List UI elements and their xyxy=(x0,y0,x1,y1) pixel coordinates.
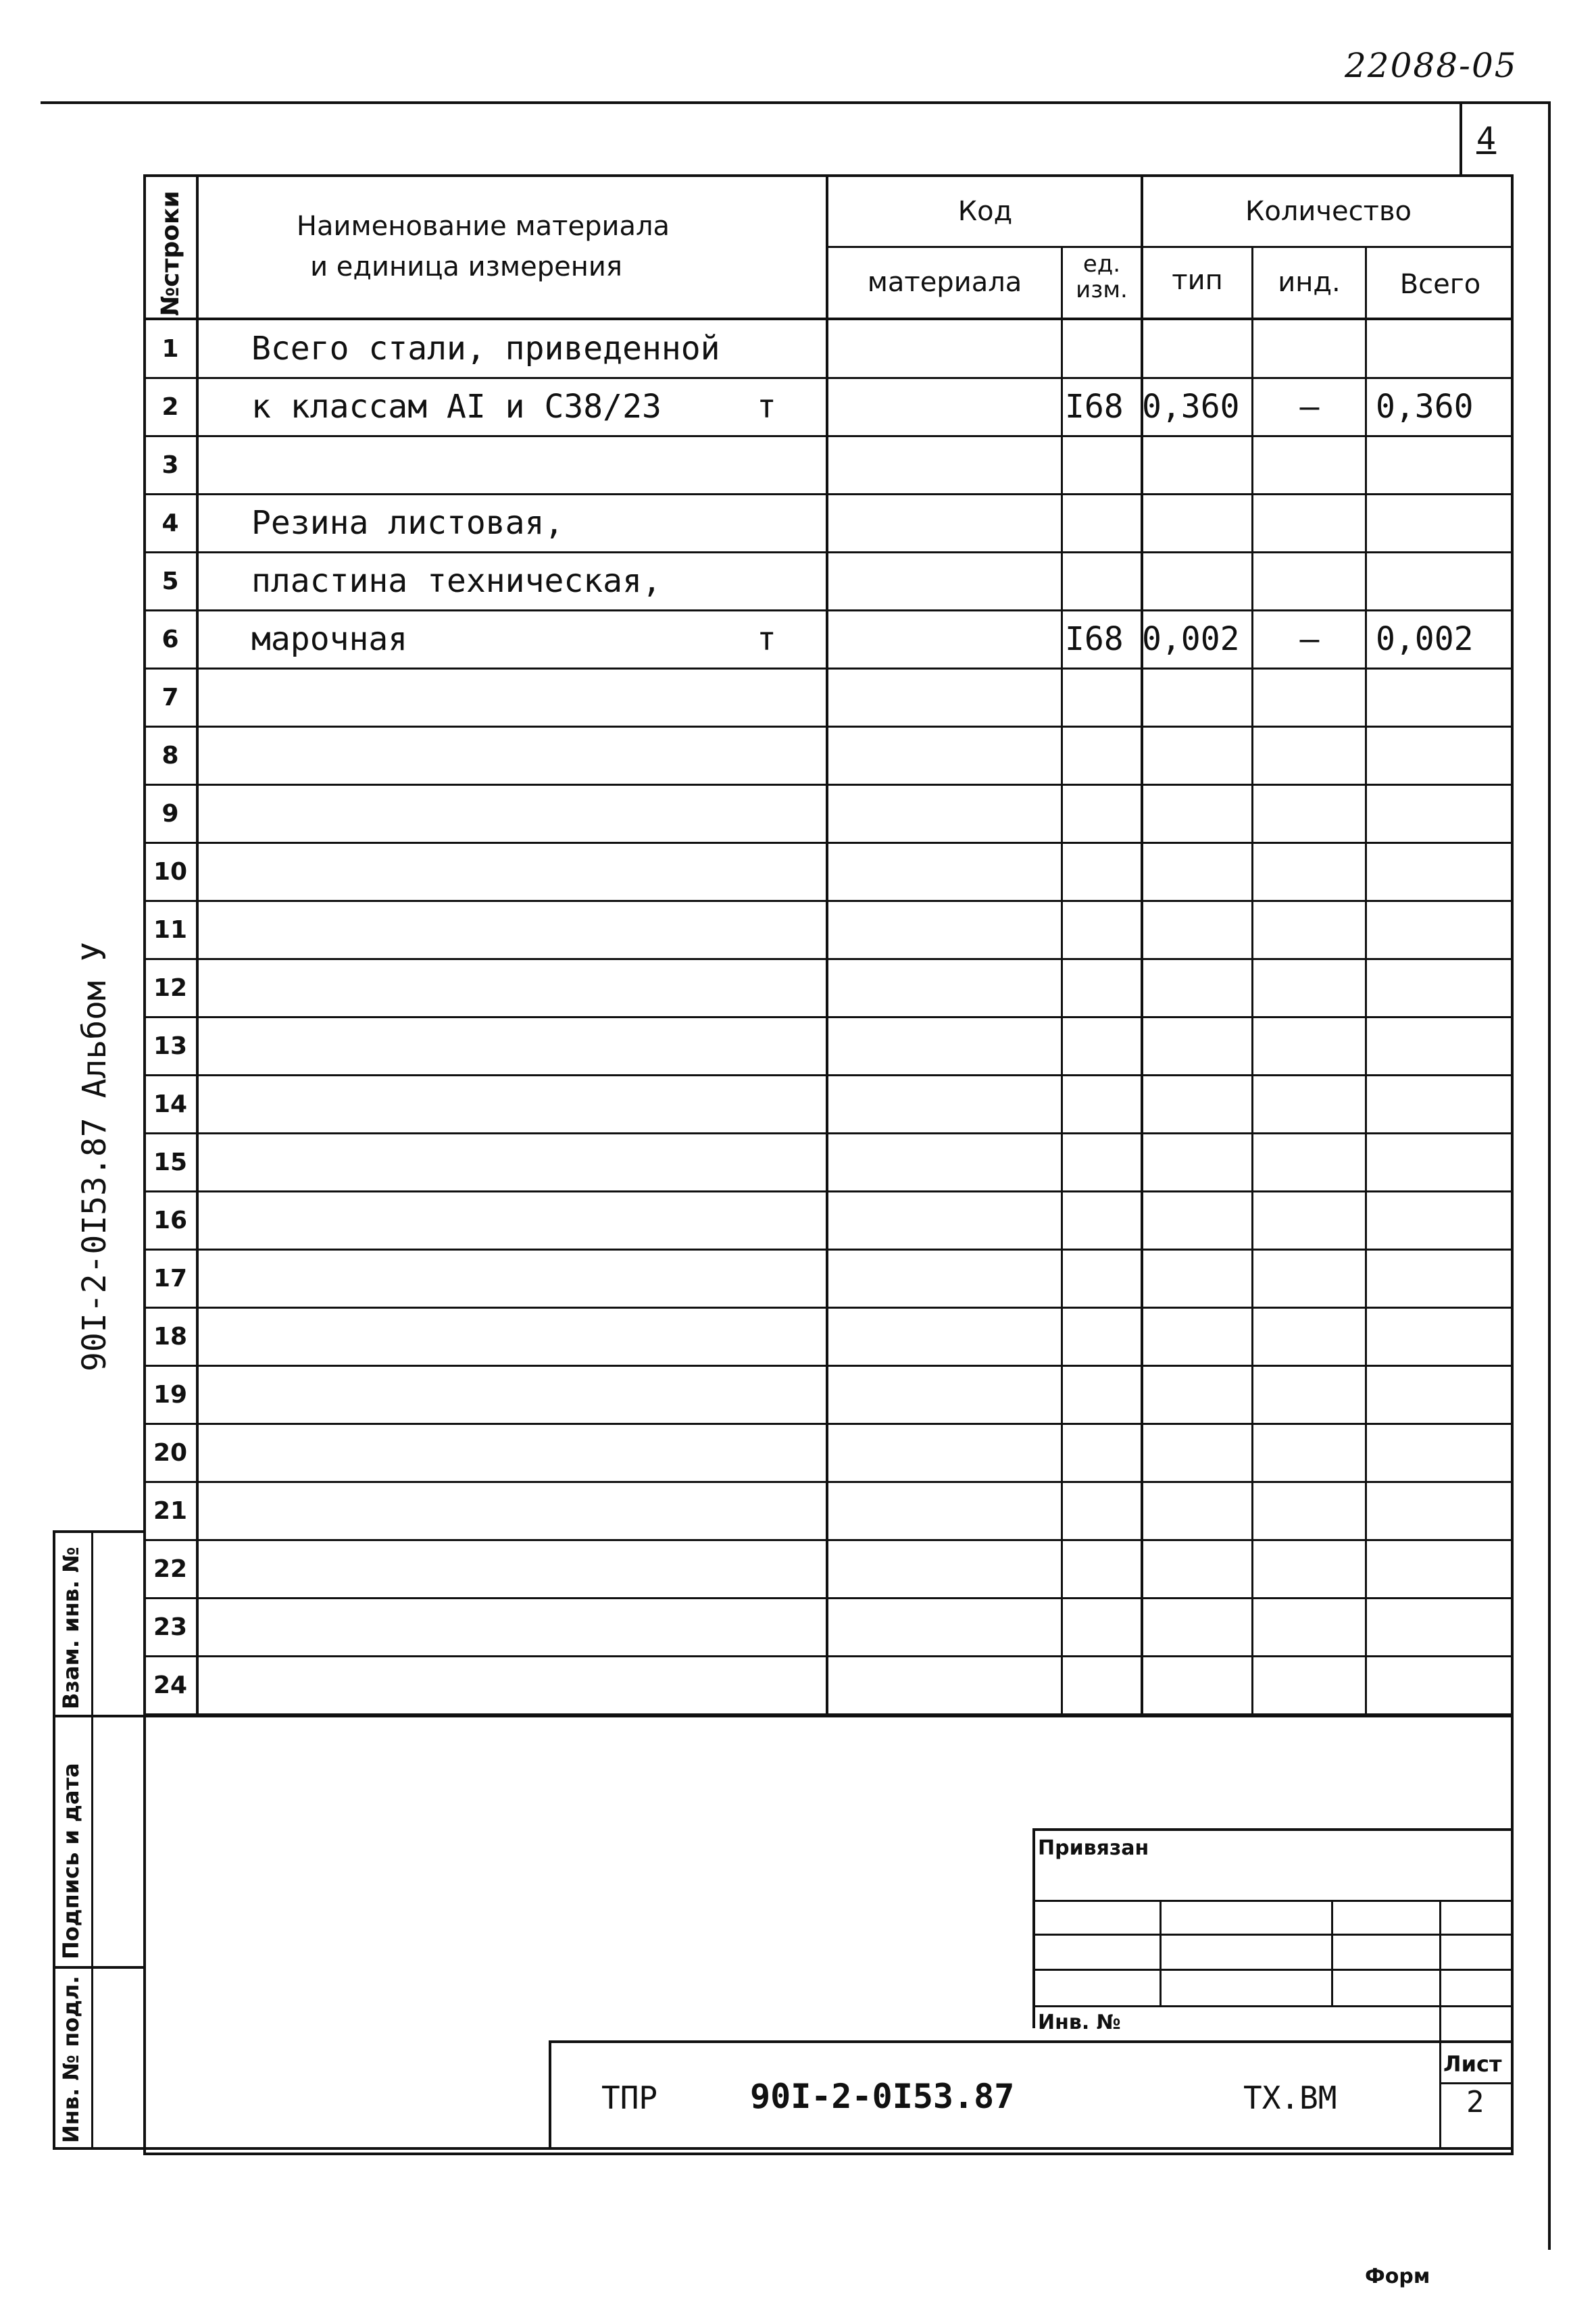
stamp-line-2 xyxy=(1032,1934,1514,1936)
row-unit: т xyxy=(757,388,776,426)
header-qty-total: Всего xyxy=(1399,269,1481,300)
table-row-line xyxy=(143,1249,1514,1251)
table-row-line xyxy=(143,1539,1514,1541)
table-row-line xyxy=(143,609,1514,611)
sheet-number: 2 xyxy=(1466,2085,1485,2119)
row-ind: – xyxy=(1299,620,1320,658)
header-row-number: №строки xyxy=(157,191,184,316)
header-name-line1: Наименование материала xyxy=(296,211,670,242)
page-number: 4 xyxy=(1476,120,1497,157)
table-row-line xyxy=(143,1365,1514,1367)
stamp-line-1 xyxy=(1032,1900,1514,1902)
inv-sub-label: Инв. № подл. xyxy=(58,1976,84,2143)
row-number: 5 xyxy=(161,568,179,595)
col-line-name xyxy=(826,174,828,1715)
left-strip-top xyxy=(53,1530,143,1533)
table-row-line xyxy=(143,435,1514,437)
table-row-line xyxy=(143,1423,1514,1425)
table-row-line xyxy=(143,668,1514,670)
row-type: 0,002 xyxy=(1142,620,1240,658)
table-row-line xyxy=(143,1481,1514,1483)
row-number: 8 xyxy=(161,742,179,770)
stamp-doc-code: 90I-2-0I53.87 xyxy=(750,2077,1015,2116)
row-unit: т xyxy=(757,620,776,658)
header-mid-line xyxy=(826,246,1514,248)
table-row-line xyxy=(143,1190,1514,1192)
header-bottom-line xyxy=(143,318,1514,320)
table-row-line xyxy=(143,784,1514,786)
table-row-line xyxy=(143,1655,1514,1657)
row-number: 24 xyxy=(153,1671,188,1699)
col-line-rownum xyxy=(196,174,199,1715)
sheet-divider xyxy=(1439,2082,1514,2084)
header-code-unit-line2: изм. xyxy=(1076,276,1128,303)
left-strip-inner xyxy=(91,1530,93,2148)
header-name-line2: и единица измерения xyxy=(310,251,622,282)
stamp-line-3 xyxy=(1032,1969,1514,1971)
sheet-label: Лист xyxy=(1443,2051,1502,2077)
row-name: пластина техническая, xyxy=(251,562,662,600)
row-ind: – xyxy=(1299,388,1320,426)
table-row-line xyxy=(143,551,1514,553)
row-number: 21 xyxy=(153,1497,188,1525)
table-row-line xyxy=(143,842,1514,844)
table-bottom-line xyxy=(53,1715,1514,1717)
table-row-line xyxy=(143,1597,1514,1599)
row-number: 1 xyxy=(161,335,179,363)
row-total: 0,360 xyxy=(1376,388,1474,426)
row-number: 2 xyxy=(161,393,179,421)
row-name: к классам AI и С38/23 xyxy=(251,388,662,426)
row-number: 9 xyxy=(161,800,179,828)
row-name: Резина листовая, xyxy=(251,504,564,542)
left-strip-outer xyxy=(53,1530,55,2148)
table-row-line xyxy=(143,958,1514,960)
stamp-col-2 xyxy=(1331,1900,1333,2005)
col-line-type xyxy=(1251,246,1253,1715)
row-name: Всего стали, приведенной xyxy=(251,330,720,368)
frame-right-line xyxy=(1548,101,1551,2250)
vzam-inv-label: Взам. инв. № xyxy=(58,1546,84,1709)
header-code-unit xyxy=(1063,251,1141,303)
row-number: 10 xyxy=(153,858,188,886)
row-number: 19 xyxy=(153,1381,188,1409)
header-code-material: материала xyxy=(867,267,1022,298)
table-row-line xyxy=(143,726,1514,728)
title-block xyxy=(549,2040,1514,2150)
handwritten-doc-number: 22088-05 xyxy=(1345,46,1518,85)
header-quantity: Количество xyxy=(1245,196,1412,227)
stamp-mark: ТХ.ВМ xyxy=(1243,2080,1337,2116)
table-row-line xyxy=(143,1132,1514,1134)
page-box-left xyxy=(1460,101,1462,177)
header-qty-type: тип xyxy=(1172,265,1223,296)
table-row-line xyxy=(143,377,1514,379)
row-type: 0,360 xyxy=(1142,388,1240,426)
row-number: 4 xyxy=(161,509,179,537)
row-number: 20 xyxy=(153,1439,188,1467)
stamp-col-1 xyxy=(1159,1900,1162,2005)
album-side-label: 90I-2-0I53.87 Альбом У xyxy=(76,942,114,1372)
row-name: марочная xyxy=(251,620,408,658)
row-number: 22 xyxy=(153,1555,188,1583)
row-number: 7 xyxy=(161,684,179,711)
table-row-line xyxy=(143,1307,1514,1309)
row-number: 23 xyxy=(153,1613,188,1641)
table-row-line xyxy=(143,1074,1514,1076)
row-total: 0,002 xyxy=(1376,620,1474,658)
row-code: I68 xyxy=(1065,388,1124,426)
frame-top-line xyxy=(41,101,1551,104)
row-number: 18 xyxy=(153,1323,188,1351)
row-number: 11 xyxy=(153,916,188,944)
row-code: I68 xyxy=(1065,620,1124,658)
privyazan-label: Привязан xyxy=(1038,1836,1149,1860)
stamp-prefix: ТПР xyxy=(601,2080,658,2116)
sign-date-label: Подпись и дата xyxy=(58,1763,84,1959)
row-number: 3 xyxy=(161,451,179,479)
col-line-ind xyxy=(1365,246,1367,1715)
inv-no-label: Инв. № xyxy=(1038,2011,1121,2034)
row-number: 17 xyxy=(153,1265,188,1292)
header-qty-ind: инд. xyxy=(1278,267,1341,298)
footer-form-label: Форм xyxy=(1365,2265,1430,2288)
col-line-code-mat xyxy=(1061,246,1063,1715)
row-number: 16 xyxy=(153,1207,188,1234)
row-number: 12 xyxy=(153,974,188,1002)
row-number: 15 xyxy=(153,1149,188,1176)
stamp-line-4 xyxy=(1032,2005,1514,2007)
table-row-line xyxy=(143,493,1514,495)
header-code: Код xyxy=(957,196,1013,227)
table-row-line xyxy=(143,900,1514,902)
table-row-line xyxy=(143,1016,1514,1018)
left-strip-mid xyxy=(53,1966,143,1969)
row-number: 13 xyxy=(153,1032,188,1060)
header-code-unit-line1: ед. xyxy=(1082,251,1121,278)
row-number: 14 xyxy=(153,1090,188,1118)
row-number: 6 xyxy=(161,626,179,653)
